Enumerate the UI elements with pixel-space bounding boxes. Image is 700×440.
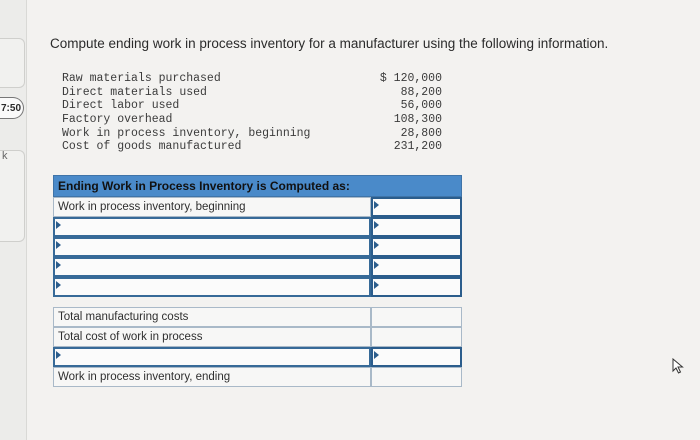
mouse-cursor-icon [672,358,686,374]
wip-ending-label: Work in process inventory, ending [53,367,371,387]
item-amount-input[interactable] [371,237,462,257]
info-value: 28,800 [400,126,442,140]
info-value: 108,300 [393,113,442,127]
info-row [62,140,442,154]
wip-beginning-amount-input[interactable] [371,197,462,217]
info-label: Direct materials used [62,85,207,99]
calc-header: Ending Work in Process Inventory is Computed as: [53,175,462,197]
calc-row-total-manufacturing [53,307,462,327]
sidebar-mark: k [2,150,8,162]
info-value: $ 120,000 [379,72,442,85]
total-manufacturing-label: Total manufacturing costs [53,307,371,327]
info-row [62,72,442,86]
dropdown-arrow-icon [374,241,379,249]
item-amount-input[interactable] [371,217,462,237]
info-label: Direct labor used [62,99,180,113]
info-value: 88,200 [400,85,442,99]
item-select[interactable] [53,237,371,257]
info-label: Cost of goods manufactured [62,140,242,154]
info-row [62,127,442,141]
calc-row-blank [53,277,462,297]
wip-ending-amount [371,367,462,387]
info-label: Factory overhead [62,113,173,127]
dropdown-arrow-icon [374,351,379,359]
spacer [53,297,462,307]
dropdown-arrow-icon [56,221,61,229]
calc-row-wip-beginning [53,197,462,217]
calculation-table [53,175,462,387]
calc-row-blank [53,347,462,367]
item-select[interactable] [53,217,371,237]
calc-row-blank [53,237,462,257]
sidebar-panel-top [0,38,25,88]
total-manufacturing-amount [371,307,462,327]
item-amount-input[interactable] [371,257,462,277]
item-select[interactable] [53,347,371,367]
item-amount-input[interactable] [371,277,462,297]
info-value: 231,200 [393,140,442,154]
info-row [62,99,442,113]
item-amount-input[interactable] [371,347,462,367]
info-label: Work in process inventory, beginning [62,126,311,140]
sidebar-panel-bottom [0,150,25,242]
item-select[interactable] [53,257,371,277]
calc-row-wip-ending [53,367,462,387]
dropdown-arrow-icon [56,351,61,359]
calc-row-blank [53,257,462,277]
dropdown-arrow-icon [374,261,379,269]
timer-badge: 7:50 [0,97,24,119]
info-table [62,72,442,154]
info-label: Raw materials purchased [62,72,221,85]
dropdown-arrow-icon [56,261,61,269]
info-value: 56,000 [400,99,442,113]
total-wip-amount [371,327,462,347]
question-instruction: Compute ending work in process inventory for a manufacturer using the following information. [50,36,609,51]
dropdown-arrow-icon [374,201,379,209]
calc-row-total-wip [53,327,462,347]
info-row [62,113,442,127]
dropdown-arrow-icon [374,221,379,229]
dropdown-arrow-icon [56,241,61,249]
info-row [62,86,442,100]
calc-row-blank [53,217,462,237]
dropdown-arrow-icon [374,281,379,289]
total-wip-label: Total cost of work in process [53,327,371,347]
wip-beginning-label: Work in process inventory, beginning [53,197,371,217]
item-select[interactable] [53,277,371,297]
dropdown-arrow-icon [56,281,61,289]
